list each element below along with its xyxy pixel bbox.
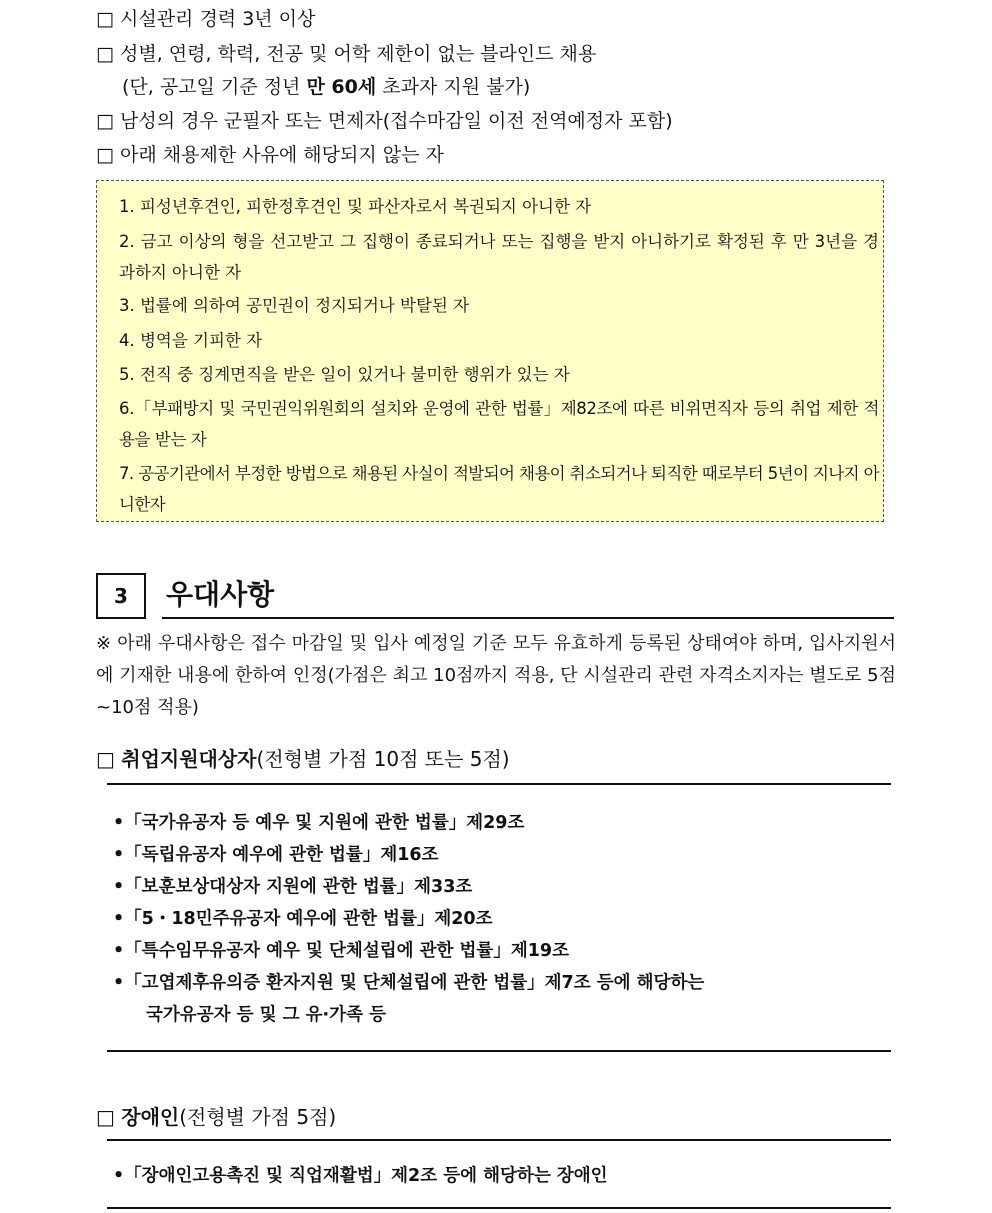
restriction-item: 1. 피성년후견인, 피한정후견인 및 파산자로서 복권되지 아니한 자 [119,197,592,216]
age-note-prefix: (단, 공고일 기준 정년 [122,76,307,98]
category-box: □ [96,747,115,771]
restriction-item: 2. 금고 이상의 형을 선고받고 그 집행이 종료되거나 또는 집행을 받지 아니하기로 확정된 후 만 3년을 경과하지 아니한 자 [119,232,879,282]
restriction-item: 5. 전직 중 징계면직을 받은 일이 있거나 불미한 행위가 있는 자 [119,365,570,384]
restriction-item: 3. 법률에 의하여 공민권이 정지되거나 박탈된 자 [119,296,470,315]
section-underline [162,617,894,619]
age-limit-note [122,72,530,99]
requirement-experience: □ 시설관리 경력 3년 이상 [96,8,316,30]
divider [107,1139,891,1141]
law-item: •「5・18민주유공자 예우에 관한 법률」제20조 [113,909,493,929]
requirement-military: □ 남성의 경우 군필자 또는 면제자(접수마감일 이전 전역예정자 포함) [96,110,673,132]
section-title: 우대사항 [166,578,275,611]
category-employment-support [96,743,510,772]
category-detail: (전형별 가점 5점) [179,1105,337,1129]
age-note-suffix: 초과자 지원 불가) [376,76,531,98]
law-item: •「특수임무유공자 예우 및 단체설립에 관한 법률」제19조 [113,941,570,961]
category-disabled [96,1101,336,1130]
divider [107,1207,891,1209]
restriction-item: 6.「부패방지 및 국민권익위원회의 설치와 운영에 관한 법률」제82조에 따른 비위면직자 등의 취업 제한 적용을 받는 자 [119,399,879,449]
category-box: □ [96,1105,115,1129]
requirement-blind-hiring: □ 성별, 연령, 학력, 전공 및 어학 제한이 없는 블라인드 채용 [96,43,597,65]
law-item: •「독립유공자 예우에 관한 법률」제16조 [113,845,439,865]
category-title: 장애인 [121,1105,180,1129]
age-note-bold: 만 60세 [306,76,377,98]
law-item: •「고엽제후유의증 환자지원 및 단체설립에 관한 법률」제7조 등에 해당하는 [113,973,705,993]
category-title: 취업지원대상자 [121,747,257,771]
restriction-item: 7. 공공기관에서 부정한 방법으로 채용된 사실이 적발되어 채용이 취소되거나 퇴직한 때로부터 5년이 지나지 아니한자 [119,464,879,514]
restriction-box [96,180,884,522]
preference-note: ※ 아래 우대사항은 접수 마감일 및 입사 예정일 기준 모두 유효하게 등록된 상태여야 하며, 입사지원서에 기재한 내용에 한하여 인정(가점은 최고 10점까지 적용, 단 시설관리 관련 자격소지자는 별도로 5점~10점 적용) [96,633,896,718]
law-item: •「장애인고용촉진 및 직업재활법」제2조 등에 해당하는 장애인 [113,1166,608,1186]
divider [107,783,891,785]
law-item: •「보훈보상대상자 지원에 관한 법률」제33조 [113,877,473,897]
requirement-no-restriction: □ 아래 채용제한 사유에 해당되지 않는 자 [96,144,444,166]
category-detail: (전형별 가점 10점 또는 5점) [256,747,510,771]
section-number: 3 [96,573,146,619]
divider [107,1050,891,1052]
restriction-item: 4. 병역을 기피한 자 [119,331,263,350]
law-item: •「국가유공자 등 예우 및 지원에 관한 법률」제29조 [113,813,525,833]
law-item-continuation: 국가유공자 등 및 그 유·가족 등 [146,1005,386,1025]
